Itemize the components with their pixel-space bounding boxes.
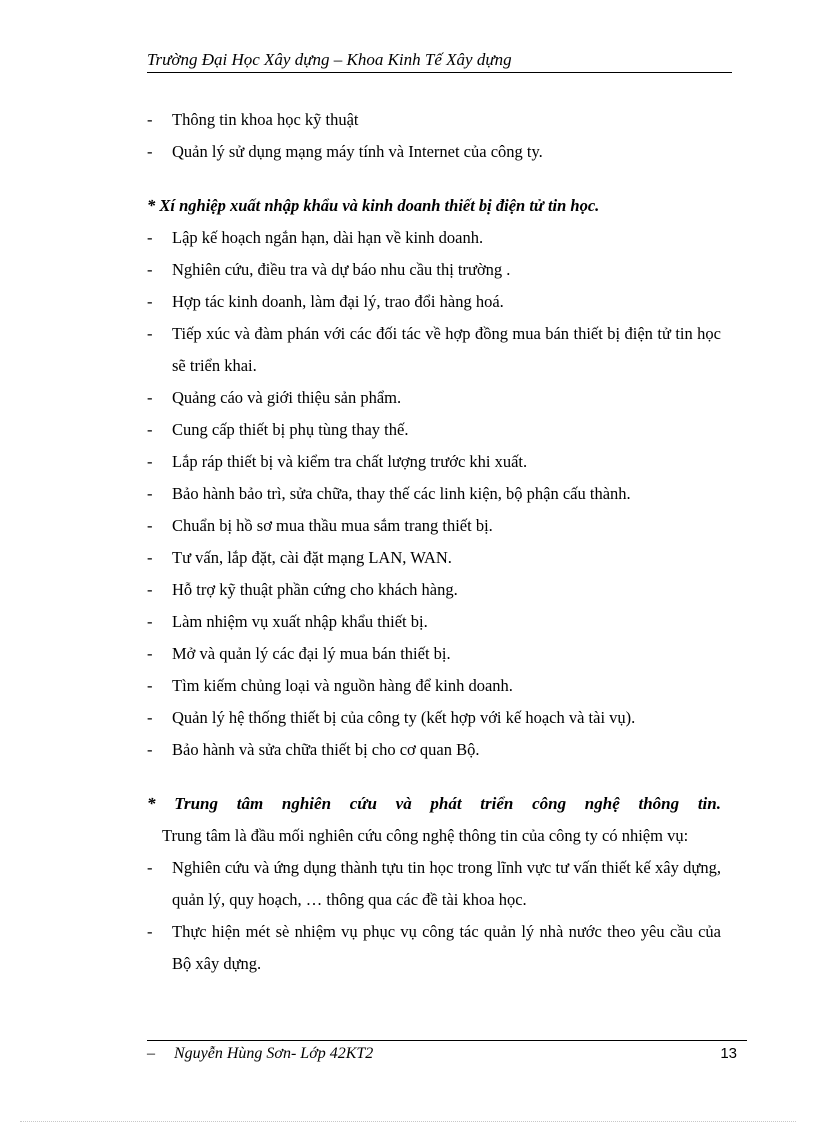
section-c-list [147,852,721,980]
list-item: - Hỗ trợ kỹ thuật phần cứng cho khách hàng. [147,574,721,606]
list-dash: - [147,228,153,247]
list-dash: - [147,388,153,407]
list-dash: - [147,484,153,503]
list-item: - Nghiên cứu, điều tra và dự báo nhu cầu thị trường . [147,254,721,286]
document-body [147,104,721,980]
list-dash: - [147,324,153,343]
footer-dash: – [147,1045,155,1062]
list-item: - Quảng cáo và giới thiệu sản phẩm. [147,382,721,414]
list-item: - Lắp ráp thiết bị và kiểm tra chất lượng trước khi xuất. [147,446,721,478]
section-c-heading: * Trung tâm nghiên cứu và phát triển công nghệ thông tin. [147,794,721,813]
section-a-list [147,104,721,168]
section-b-list [147,222,721,766]
list-item: - Quản lý hệ thống thiết bị của công ty (kết hợp với kế hoạch và tài vụ). [147,702,721,734]
list-dash: - [147,612,153,631]
list-item: - Làm nhiệm vụ xuất nhập khẩu thiết bị. [147,606,721,638]
list-item: - Mở và quản lý các đại lý mua bán thiết bị. [147,638,721,670]
list-dash: - [147,548,153,567]
list-dash: - [147,292,153,311]
list-item: - Tìm kiếm chủng loại và nguồn hàng để kinh doanh. [147,670,721,702]
section-c-intro: Trung tâm là đầu mối nghiên cứu công nghệ thông tin của công ty có nhiệm vụ: [162,826,689,845]
list-item: - Tư vấn, lắp đặt, cài đặt mạng LAN, WAN. [147,542,721,574]
list-dash: - [147,142,153,161]
list-item: - Hợp tác kinh doanh, làm đại lý, trao đổi hàng hoá. [147,286,721,318]
list-item: - Thông tin khoa học kỹ thuật [147,104,721,136]
list-dash: - [147,740,153,759]
list-dash: - [147,420,153,439]
page-number: 13 [720,1045,737,1062]
list-item: - Nghiên cứu và ứng dụng thành tựu tin học trong lĩnh vực tư vấn thiết kế xây dựng, quản lý, quy hoạch, … thông qua các đề tài khoa học. [147,852,721,916]
section-b-heading: * Xí nghiệp xuất nhập khẩu và kinh doanh thiết bị điện tử tin học. [147,196,600,215]
list-item: - Chuẩn bị hồ sơ mua thầu mua sắm trang thiết bị. [147,510,721,542]
list-dash: - [147,858,153,877]
page-header [147,50,732,73]
list-item: - Quản lý sử dụng mạng máy tính và Internet của công ty. [147,136,721,168]
footer-rule [147,1040,747,1041]
list-item: - Tiếp xúc và đàm phán với các đối tác về hợp đồng mua bán thiết bị điện tử tin học sẽ triển khai. [147,318,721,382]
list-dash: - [147,644,153,663]
list-dash: - [147,110,153,129]
list-dash: - [147,452,153,471]
list-dash: - [147,676,153,695]
page-edge-dotted-line [20,1121,796,1122]
list-dash: - [147,708,153,727]
list-item: - Bảo hành và sửa chữa thiết bị cho cơ quan Bộ. [147,734,721,766]
list-item: - Lập kế hoạch ngắn hạn, dài hạn về kinh doanh. [147,222,721,254]
list-item: - Bảo hành bảo trì, sửa chữa, thay thế các linh kiện, bộ phận cấu thành. [147,478,721,510]
footer-author: Nguyễn Hùng Sơn- Lớp 42KT2 [174,1045,374,1062]
list-dash: - [147,260,153,279]
list-dash: - [147,580,153,599]
page-footer [147,1044,737,1066]
list-item: - Cung cấp thiết bị phụ tùng thay thế. [147,414,721,446]
list-dash: - [147,922,153,941]
header-title: Trường Đại Học Xây dựng – Khoa Kinh Tế Xây dựng [147,50,512,69]
list-dash: - [147,516,153,535]
list-item: - Thực hiện mét sè nhiệm vụ phục vụ công tác quản lý nhà nước theo yêu cầu của Bộ xây dựng. [147,916,721,980]
